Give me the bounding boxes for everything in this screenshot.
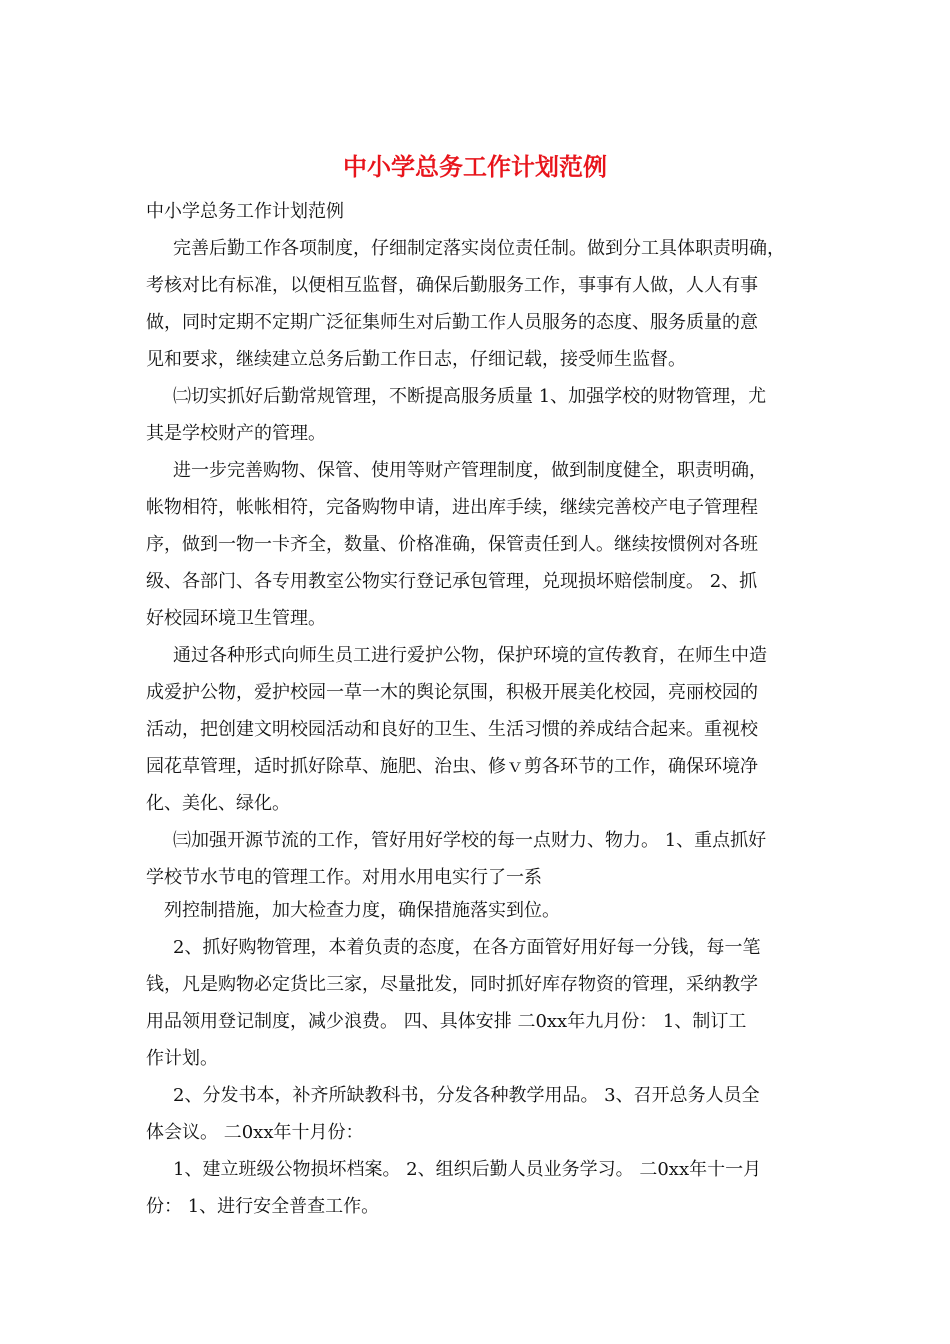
- text-line-27: 份： 1、进行安全普查工作。: [146, 1196, 380, 1217]
- text-line-8: 帐物相符，帐帐相符，完备购物申请，进出库手续，继续完善校产电子管理程: [146, 497, 758, 518]
- text-line-1: 完善后勤工作各项制度，仔细制定落实岗位责任制。做到分工具体职责明确，: [173, 238, 785, 259]
- text-line-6: 其是学校财产的管理。: [146, 423, 326, 444]
- text-line-3: 做，同时定期不定期广泛征集师生对后勤工作人员服务的态度、服务质量的意: [146, 312, 758, 333]
- text-line-24: 2、分发书本，补齐所缺教科书，分发各种教学用品。 3、召开总务人员全: [173, 1085, 760, 1106]
- text-line-22: 用品领用登记制度，减少浪费。 四、具体安排 二0xx年九月份： 1、制订工: [146, 1011, 747, 1032]
- text-line-11: 好校园环境卫生管理。: [146, 608, 326, 629]
- text-line-23: 作计划。: [146, 1048, 218, 1069]
- document-title: 中小学总务工作计划范例: [343, 152, 607, 181]
- text-line-13: 成爱护公物，爱护校园一草一木的舆论氛围，积极开展美化校园，亮丽校园的: [146, 682, 758, 703]
- text-line-21: 钱，凡是购物必定货比三家，尽量批发，同时抓好库存物资的管理，采纳教学: [146, 974, 758, 995]
- document-subtitle: 中小学总务工作计划范例: [146, 201, 344, 222]
- text-line-16: 化、美化、绿化。: [146, 793, 290, 814]
- text-line-19: 列控制措施，加大检查力度，确保措施落实到位。: [164, 900, 560, 921]
- text-line-10: 级、各部门、各专用教室公物实行登记承包管理，兑现损坏赔偿制度。 2、抓: [146, 571, 758, 592]
- text-line-15: 园花草管理，适时抓好除草、施肥、治虫、修ｖ剪各环节的工作，确保环境净: [146, 756, 758, 777]
- text-line-20: 2、抓好购物管理，本着负责的态度，在各方面管好用好每一分钱，每一笔: [173, 937, 761, 958]
- text-line-26: 1、建立班级公物损坏档案。 2、组织后勤人员业务学习。 二0xx年十一月: [173, 1159, 762, 1180]
- text-line-18: 学校节水节电的管理工作。对用水用电实行了一系: [146, 867, 542, 888]
- text-line-14: 活动，把创建文明校园活动和良好的卫生、生活习惯的养成结合起来。重视校: [146, 719, 758, 740]
- text-line-9: 序，做到一物一卡齐全，数量、价格准确，保管责任到人。继续按惯例对各班: [146, 534, 758, 555]
- text-line-12: 通过各种形式向师生员工进行爱护公物，保护环境的宣传教育，在师生中造: [173, 645, 767, 666]
- text-line-2: 考核对比有标准，以便相互监督，确保后勤服务工作，事事有人做，人人有事: [146, 275, 758, 296]
- text-line-25: 体会议。 二0xx年十月份：: [146, 1122, 364, 1143]
- text-line-5: ㈡切实抓好后勤常规管理，不断提高服务质量 1、加强学校的财物管理，尤: [173, 386, 767, 407]
- text-line-17: ㈢加强开源节流的工作，管好用好学校的每一点财力、物力。 1、重点抓好: [173, 830, 767, 851]
- text-line-4: 见和要求，继续建立总务后勤工作日志，仔细记载，接受师生监督。: [146, 349, 686, 370]
- text-line-7: 进一步完善购物、保管、使用等财产管理制度，做到制度健全，职责明确，: [173, 460, 767, 481]
